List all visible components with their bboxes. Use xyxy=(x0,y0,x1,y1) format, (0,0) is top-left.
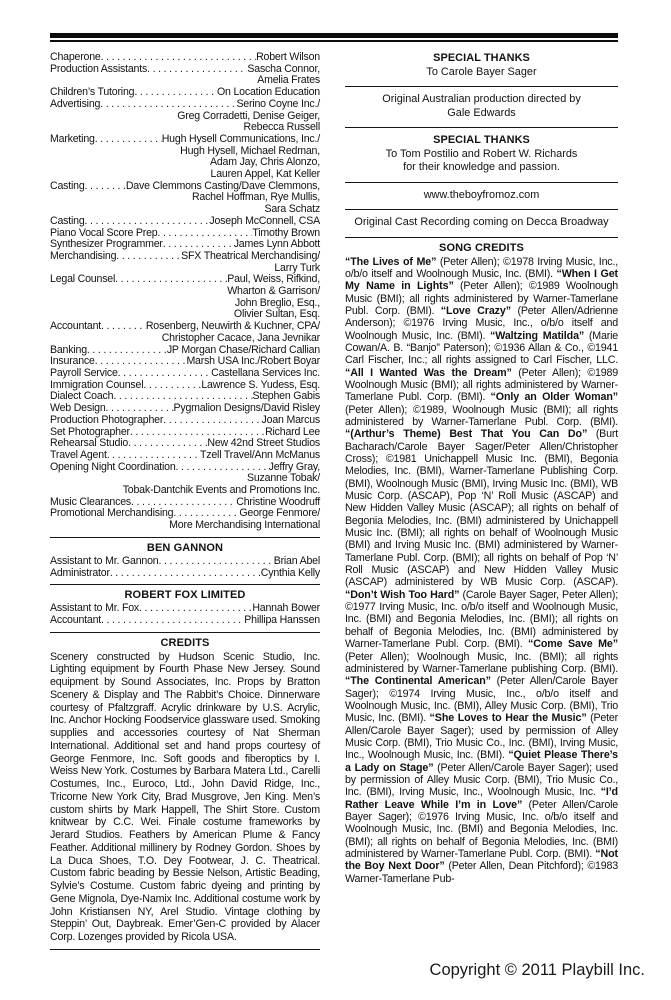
dot-leader xyxy=(147,64,247,76)
staff-value: Rosenberg, Neuwirth & Kuchner, CPA/ xyxy=(145,320,320,333)
staff-value: Brian Abel xyxy=(273,554,320,567)
staff-entry xyxy=(50,462,320,497)
staff-entry-line xyxy=(50,134,320,146)
song-rights-text: (Peter Allen); ©1989 Woolnough Music (BMI); all rights administered by Warner-Tamerlane Publ. Corp. (BMI). xyxy=(345,280,618,317)
staff-value: Dave Clemmons Casting/Dave Clemmons, xyxy=(125,179,320,192)
dot-leader xyxy=(116,251,181,263)
staff-value: Joan Marcus xyxy=(261,413,320,426)
staff-value: SFX Theatrical Merchandising/ xyxy=(181,249,320,262)
staff-role: Opening Night Coordination xyxy=(50,460,176,473)
song-title: “Come Save Me” xyxy=(527,638,618,651)
staff-value: Hugh Hysell Communications, Inc./ xyxy=(161,132,320,145)
note-heading: SPECIAL THANKS xyxy=(433,52,530,64)
dot-leader xyxy=(143,380,201,392)
song-credits-heading: SONG CREDITS xyxy=(439,241,524,254)
staff-role: Chaperone xyxy=(50,51,101,63)
staff-value: Castellana Services Inc. xyxy=(211,366,320,379)
song-title: “She Loves to Hear the Music” xyxy=(429,712,587,725)
staff-value: Sascha Connor, xyxy=(247,62,320,75)
staff-role: Administrator xyxy=(50,566,110,579)
section-heading: BEN GANNON xyxy=(146,541,224,554)
staff-continuation-line: Christopher Cacace, Jana Jevnikar xyxy=(161,331,320,344)
song-title: “Don’t Wish Too Hard” xyxy=(345,588,460,601)
staff-entry xyxy=(50,615,320,627)
dot-leader xyxy=(115,274,227,286)
staff-role: Assistant to Mr. Fox xyxy=(50,602,140,615)
divider xyxy=(50,584,320,585)
staff-entry-line xyxy=(50,568,320,580)
song-title: “Love Crazy” xyxy=(440,304,512,317)
section-heading: ROBERT FOX LIMITED xyxy=(124,589,246,602)
staff-value: New 42nd Street Studios xyxy=(207,437,320,450)
staff-continuation-line: Rachel Hoffman, Rye Mullis, xyxy=(191,191,320,204)
staff-value: Timothy Brown xyxy=(252,226,320,239)
staff-entry-line xyxy=(50,450,320,462)
song-title: “When I Get My Name in Lights” xyxy=(345,267,618,293)
left-column xyxy=(50,52,320,954)
staff-value: Jeffry Gray, xyxy=(268,460,320,473)
staff-continuation-line: Greg Corradetti, Denise Geiger, xyxy=(177,109,320,122)
staff-list xyxy=(50,52,320,532)
song-rights-text: (Peter Allen/Carole Bayer Sager); ©1974 Irving Music, Inc., o/b/o itself and Woolnough Music, Inc. (BMI), Alley Music Corp. (BMI), Trio Music, Inc. (BMI). xyxy=(345,675,618,725)
dot-leader xyxy=(139,603,252,615)
staff-role: Children’s Tutoring xyxy=(50,86,135,99)
special-thanks-note-2 xyxy=(345,132,618,177)
staff-value: Cynthia Kelly xyxy=(260,566,320,579)
staff-role: Travel Agent xyxy=(50,448,107,461)
dot-leader xyxy=(87,345,167,357)
staff-value: George Fenmore/ xyxy=(239,507,320,520)
masthead-rule-thin xyxy=(50,40,618,42)
staff-role: Payroll Service xyxy=(50,366,118,379)
staff-role: Music Clearances xyxy=(50,495,131,508)
staff-entry xyxy=(50,216,320,228)
staff-continuation-line: Tobak-Dantchik Events and Promotions Inc. xyxy=(122,484,320,497)
staff-role: Casting xyxy=(50,214,85,227)
staff-value: JP Morgan Chase/Richard Callian xyxy=(166,343,320,356)
divider xyxy=(345,86,618,87)
staff-entry-line xyxy=(50,52,320,64)
staff-role: Insurance xyxy=(50,355,95,368)
dot-leader xyxy=(85,216,210,228)
staff-role: Synthesizer Programmer xyxy=(50,238,163,251)
divider xyxy=(345,237,618,238)
song-rights-text: (Peter Allen/Carole Bayer Sager); ©1976 Irving Music, Inc. o/b/o itself and Woolnough Music, Inc. (BMI) and Begonia Melodies, Inc. (BMI); all rights on behalf of Begonia Melodies, Inc. (BMI) administered by Warner-Tamerlane Publ. Corp. (BMI). xyxy=(345,798,618,860)
note-line: To Carole Bayer Sager xyxy=(426,65,537,78)
song-title: “I’d Rather Leave While I’m in Love” xyxy=(345,786,618,811)
website-url: www.theboyfromoz.com xyxy=(423,188,540,201)
staff-value: Paul, Weiss, Rifkind, xyxy=(227,273,320,286)
staff-role: Web Design xyxy=(50,402,106,415)
staff-value: Joseph McConnell, CSA xyxy=(209,214,320,227)
song-rights-text: (Peter Allen); ©1989, Woolnough Music (BMI); all rights administered by Warner-Tamerlane Publ. Corp. (BMI). xyxy=(345,403,618,428)
dot-leader xyxy=(118,368,212,380)
song-title: “The Lives of Me” xyxy=(345,255,437,268)
staff-entry-line xyxy=(50,216,320,228)
dot-leader xyxy=(101,52,256,64)
song-rights-text: (Peter Allen/Carole Bayer Sager); used by permission of Alley Music Corp. (BMI), Trio Music Co., Inc. (BMI), Irving Music, Inc., Woolnough Music, Inc. xyxy=(345,761,618,799)
staff-continuation-line: John Breglio, Esq., xyxy=(234,296,320,309)
website-note xyxy=(345,187,618,205)
dot-leader xyxy=(128,438,207,450)
song-rights-text: (Peter Allen); ©1978 Irving Music, Inc., o/b/o itself and Woolnough Music, Inc. (BMI). xyxy=(345,255,618,280)
staff-value: Marsh USA Inc./Robert Boyar xyxy=(186,355,320,368)
staff-role: Production Photographer xyxy=(50,413,164,426)
staff-continuation-line: Hugh Hysell, Michael Redman, xyxy=(180,144,320,157)
staff-entry xyxy=(50,99,320,134)
song-rights-text: (Peter Allen); Woolnough Music, Inc. (BMI); all rights administered by Warner-Tamerlane publishing Corp. (BMI). xyxy=(345,650,618,675)
staff-value: Christine Woodruff xyxy=(236,495,320,508)
staff-role: Set Photographer xyxy=(50,425,130,438)
staff-entry xyxy=(50,321,320,344)
staff-continuation-line: Olivier Sultan, Esq. xyxy=(233,308,320,321)
staff-role: Promotional Merchandising xyxy=(50,507,174,520)
staff-entry xyxy=(50,368,320,380)
dot-leader xyxy=(85,181,126,193)
divider xyxy=(345,209,618,210)
staff-continuations xyxy=(50,192,320,215)
staff-entry-line xyxy=(50,556,320,568)
dot-leader xyxy=(95,134,162,146)
staff-entry-line xyxy=(50,99,320,111)
divider xyxy=(345,127,618,128)
note-line: Gale Edwards xyxy=(447,106,516,119)
divider xyxy=(50,949,320,950)
robert-fox-staff-list xyxy=(50,603,320,626)
staff-entry-line xyxy=(50,615,320,627)
divider xyxy=(50,632,320,633)
note-heading: SPECIAL THANKS xyxy=(433,134,530,146)
song-title: “(Arthur’s Theme) Best That You Can Do” xyxy=(345,428,588,441)
song-rights-text: (Carole Bayer Sager, Peter Allen); ©1977 Irving Music, Inc. o/b/o itself and Woolnough Music, Inc. (BMI) and Begonia Melodies, Inc. (BMI); all rights on behalf of Begonia Melodies, Inc. (BMI) administered by Warner-Tamerlane Publ. Corp. (BMI). xyxy=(345,588,618,651)
special-thanks-note-1 xyxy=(345,50,618,81)
staff-role: Casting xyxy=(50,179,85,192)
song-title: “Only an Older Woman” xyxy=(490,391,618,404)
staff-entry xyxy=(50,64,320,87)
staff-continuation-line: Larry Turk xyxy=(274,261,320,274)
staff-continuations xyxy=(50,146,320,181)
staff-continuation-line: Lauren Appel, Kat Keller xyxy=(210,168,320,181)
staff-role: Accountant xyxy=(50,613,102,626)
staff-role: Dialect Coach xyxy=(50,390,114,403)
song-title: “Quiet Please There’s a Lady on Stage” xyxy=(345,749,618,774)
note-line: Original Australian production directed by xyxy=(382,93,581,105)
dot-leader xyxy=(163,415,261,427)
staff-continuation-line: Rebecca Russell xyxy=(243,121,320,134)
staff-continuations xyxy=(50,111,320,134)
song-rights-text: (Peter Allen); ©1989 Woolnough Music (BMI); all rights administered by Warner-Tamerlane Publ. Corp. (BMI). xyxy=(345,366,618,404)
dot-leader xyxy=(100,99,236,111)
song-rights-text: (Peter Allen, Dean Pitchford); ©1983 Warner-Tamerlane Pub- xyxy=(345,860,618,885)
divider xyxy=(50,537,320,538)
staff-value: Phillipa Hanssen xyxy=(244,613,320,626)
staff-entry-line xyxy=(50,368,320,380)
dot-leader xyxy=(101,615,244,627)
dot-leader xyxy=(110,568,261,580)
dot-leader xyxy=(101,321,146,333)
song-title: “The Continental American” xyxy=(345,675,491,688)
staff-continuation-line: Wharton & Garrison/ xyxy=(227,285,320,298)
staff-entry xyxy=(50,251,320,274)
song-rights-text: (Peter Allen/Adrienne Anderson); ©1976 Irving Music, Inc., o/b/o itself and Woolnough Music, Inc. (BMI). xyxy=(345,304,618,342)
masthead-rule-thick xyxy=(50,33,618,38)
staff-value: Stephen Gabis xyxy=(252,390,320,403)
staff-role: Rehearsal Studio xyxy=(50,437,129,450)
staff-value: Pygmalion Designs/David Risley xyxy=(173,402,320,415)
note-line: To Tom Postilio and Robert W. Richards xyxy=(385,147,578,160)
staff-entry xyxy=(50,568,320,580)
staff-entry xyxy=(50,508,320,531)
staff-role: Accountant xyxy=(50,320,102,333)
staff-continuations xyxy=(50,520,320,532)
staff-entry xyxy=(50,134,320,181)
song-rights-text: (Marie Cowan/A. B. “Banjo” Paterson); ©1936 Allan & Co., ©1941 Carl Fischer, Inc.; all rights assigned to Carl Fischer, LLC. xyxy=(345,329,618,367)
staff-value: Hannah Bower xyxy=(252,602,320,615)
staff-value: James Lynn Abbott xyxy=(233,238,320,251)
dot-leader xyxy=(107,450,200,462)
staff-value: Robert Wilson xyxy=(256,51,320,63)
staff-value: On Location Education xyxy=(217,86,320,99)
copyright-line: Copyright © 2011 Playbill Inc. xyxy=(429,961,645,979)
staff-continuation-line: Sara Schatz xyxy=(264,203,320,216)
ben-gannon-staff-list xyxy=(50,556,320,579)
dot-leader xyxy=(134,87,217,99)
staff-role: Immigration Counsel xyxy=(50,378,144,391)
staff-entry xyxy=(50,181,320,216)
credits-text: Scenery constructed by Hudson Scenic Studio, Inc. Lighting equipment by Fourth Phase New Jersey. Sound equipment by Sound Associates, Inc. Props by Bratton Scenery & Display and The Rabbit’s Choice. Dinnerware courtesy of Pfaltzgraff. Acrylic drinkware by U.S. Acrylic, Inc. Anchor Hocking Foodservice glassware used. Smoking supplies and accessories courtesy of Nat Sherman International. Additional set and hand props courtesy of George Fenmore, Inc. Soft goods and fiberoptics by I. Weiss New York. Costumes by Barbara Matera Ltd., Carelli Costumes, Inc., Euroco, Ltd., John David Ridge, Inc., Tricorne New York City, Brad Musgrove, Jen King. Men’s custom shirts by Mark Happell, The Shirt Store. Custom knitwear by C.C. Wei. Finale costume frameworks by Jerard Studios. Feathers by American Plume & Fancy Feather. Additional millinery by Rodney Gordon. Shoes by La Duca Shoes, T.O. Dey Footwear, J. C. Theatrical. Custom fabric beading by Bessie Nelson, Artistic Beading, Sylvie’s Costume. Custom fabric dyeing and printing by Gene Mignola, Dye-Namix Inc. Additional costume work by John Kristiansen NY, Arel Studio. Vintage clothing by Steppin’ Out, Daybreak. Emer’Gen-C provided by Alacer Corp. Lozenges provided by Ricola USA. xyxy=(50,650,320,944)
staff-continuation-line: More Merchandising International xyxy=(169,519,320,532)
divider xyxy=(345,182,618,183)
song-rights-text: (Burt Bacharach/Carole Bayer Sager/Peter Allen/Christopher Cross); ©1981 Unichappell Music Inc. (BMI), Begonia Melodies, Inc. (BMI), Warner-Tamerlane Publishing Corp. (BMI), Woolnough Music (BMI), Irving Music Inc. (BMI), WB Music Corp. (ASCAP), Pop ‘N’ Roll Music (ASCAP) and New Hidden Valley Music (ASCAP); all rights on behalf of Begonia Melodies, Inc. (BMI) administered by Unichappell Music Inc. (BMI); all rights on behalf of Woolnough Music (BMI) and Irving Music Inc. (BMI) administered by Warner-Tamerlane Publ. Corp. (BMI); all rights on behalf of Pop ‘N’ Roll Music (ASCAP) and New Hidden Valley Music (ASCAP) administered by WB Music Corp. (ASCAP). xyxy=(345,428,618,589)
staff-role: Banking xyxy=(50,343,87,356)
staff-role: Advertising xyxy=(50,97,101,110)
staff-role: Piano Vocal Score Prep xyxy=(50,226,158,239)
song-title: “Waltzing Matilda” xyxy=(490,329,585,342)
staff-value: Tzell Travel/Ann McManus xyxy=(199,448,320,461)
staff-entry-line xyxy=(50,251,320,263)
australian-production-note xyxy=(345,91,618,122)
staff-entry xyxy=(50,52,320,64)
note-line: Original Cast Recording coming on Decca Broadway xyxy=(354,216,609,228)
staff-role: Merchandising xyxy=(50,249,117,262)
staff-role: Marketing xyxy=(50,132,95,145)
staff-continuation-line: Suzanne Tobak/ xyxy=(247,472,320,485)
song-title: “All I Wanted Was the Dream” xyxy=(345,366,512,379)
staff-continuations xyxy=(50,333,320,345)
staff-entry xyxy=(50,274,320,321)
staff-value: Serino Coyne Inc./ xyxy=(236,97,320,110)
staff-role: Legal Counsel xyxy=(50,273,116,286)
masthead-rule xyxy=(50,33,618,42)
staff-role: Assistant to Mr. Gannon xyxy=(50,554,159,567)
staff-entry xyxy=(50,415,320,427)
staff-value: Richard Lee xyxy=(265,425,320,438)
cast-recording-note xyxy=(345,214,618,232)
staff-entry xyxy=(50,450,320,462)
song-rights-text: (Peter Allen/Carole Bayer Sager); used by permission of Alley Music Corp. (BMI), Trio Music Co., Inc. (BMI), Irving Music, Inc., Woolnough Music, Inc. (BMI). xyxy=(345,712,618,762)
staff-continuation-line: Amelia Frates xyxy=(257,74,320,87)
dot-leader xyxy=(158,556,273,568)
credits-heading: CREDITS xyxy=(160,636,210,649)
staff-entry-line xyxy=(50,415,320,427)
staff-continuations xyxy=(50,286,320,321)
staff-role: Production Assistants xyxy=(50,62,148,75)
staff-continuations xyxy=(50,473,320,496)
staff-entry xyxy=(50,556,320,568)
staff-value: Lawrence S. Yudess, Esq. xyxy=(201,378,320,391)
staff-continuation-line: Adam Jay, Chris Alonzo, xyxy=(209,156,320,169)
right-column xyxy=(345,50,618,885)
song-title: “Not the Boy Next Door” xyxy=(345,848,618,873)
note-line: for their knowledge and passion. xyxy=(403,161,560,173)
song-credits-text xyxy=(345,256,618,886)
